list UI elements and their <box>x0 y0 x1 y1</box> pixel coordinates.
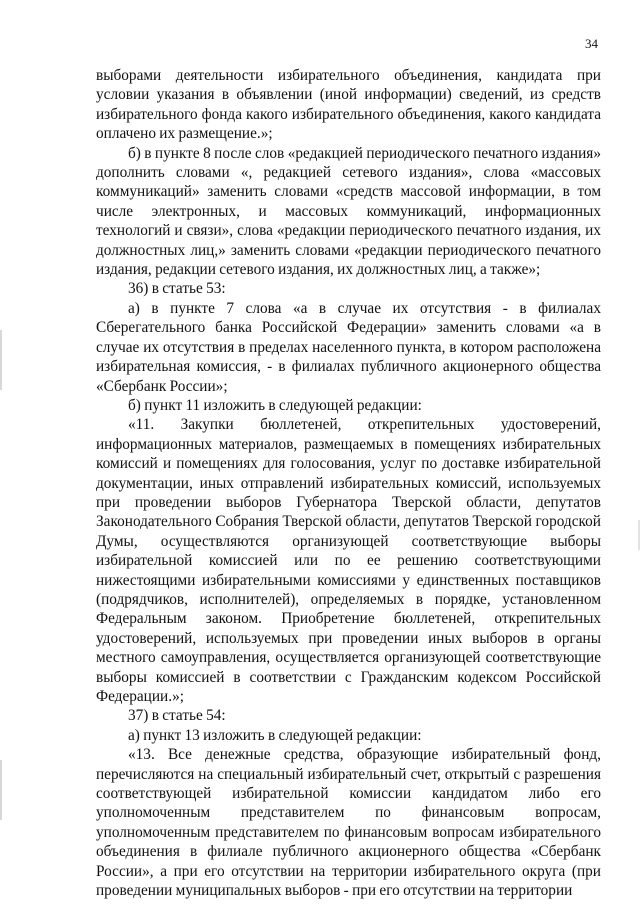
page-number: 34 <box>585 36 598 51</box>
document-body <box>96 66 601 900</box>
paragraph-6: «11. Закупки бюллетеней, открепительных удостоверений, информационных материалов, размещаемых в помещениях избирательных комиссий и помещениях для голосования, услуг по доставке избирательной документации, иных отправлений избирательных комиссий, используемых при проведении выборов Губернатора Тверской области, депутатов Законодательного Собрания Тверской области, депутатов Тверской городской Думы, осуществляются организующей соответствующие выборы избирательной комиссией или по ее решению соответствующими нижестоящими избирательными комиссиями у единственных поставщиков (подрядчиков, исполнителей), определяемых в порядке, установленном Федеральным законом. Приобретение бюллетеней, открепительных удостоверений, используемых при проведении иных выборов в органы местного самоуправления, осуществляется организующей соответствующие выборы комиссией в соответствии с Гражданским кодексом Российской Федерации.»; <box>96 416 601 705</box>
paragraph-5: б) пункт 11 изложить в следующей редакции: <box>128 396 422 414</box>
paragraph-9: «13. Все денежные средства, образующие избирательный фонд, перечисляются на специальный избирательный счет, открытый с разрешения соответствующей избирательной комиссии кандидатом либо его уполномоченным представителем по финансовым вопросам, уполномоченным представителем по финансовым вопросам избирательного объединения в филиале публичного акционерного общества «Сбербанк России», а при его отсутствии на территории избирательного округа (при проведении муниципальных выборов - при его отсутствии на территории <box>96 746 601 900</box>
paragraph-4: а) в пункте 7 слова «а в случае их отсутствия - в филиалах Сберегательного банка Российской Федерации» заменить словами «а в случае их отсутствия в пределах населенного пункта, в котором расположена избирательная комиссия, - в филиалах публичного акционерного общества «Сбербанк России»; <box>96 299 601 395</box>
scan-edge-mark <box>0 760 2 820</box>
paragraph-1: выборами деятельности избирательного объединения, кандидата при условии указания в объявлении (иной информации) сведений, из средств избирательного фонда какого избирательного объединения, какого кандидата оплачено их размещение.»; <box>96 67 601 143</box>
paragraph-3: 36) в статье 53: <box>128 280 226 298</box>
scan-edge-mark <box>0 330 2 390</box>
paragraph-8: а) пункт 13 изложить в следующей редакции: <box>128 726 422 744</box>
paragraph-7: 37) в статье 54: <box>128 707 226 725</box>
paragraph-2: б) в пункте 8 после слов «редакцией периодического печатного издания» дополнить словами «, редакцией сетевого издания», слова «массовых коммуникаций» заменить словами «средств массовой информации, в том числе электронных, и массовых коммуникаций, информационных технологий и связи», слова «редакции периодического печатного издания, их должностных лиц,» заменить словами «редакции периодического печатного издания, редакции сетевого издания, их должностных лиц, а также»; <box>96 144 601 279</box>
